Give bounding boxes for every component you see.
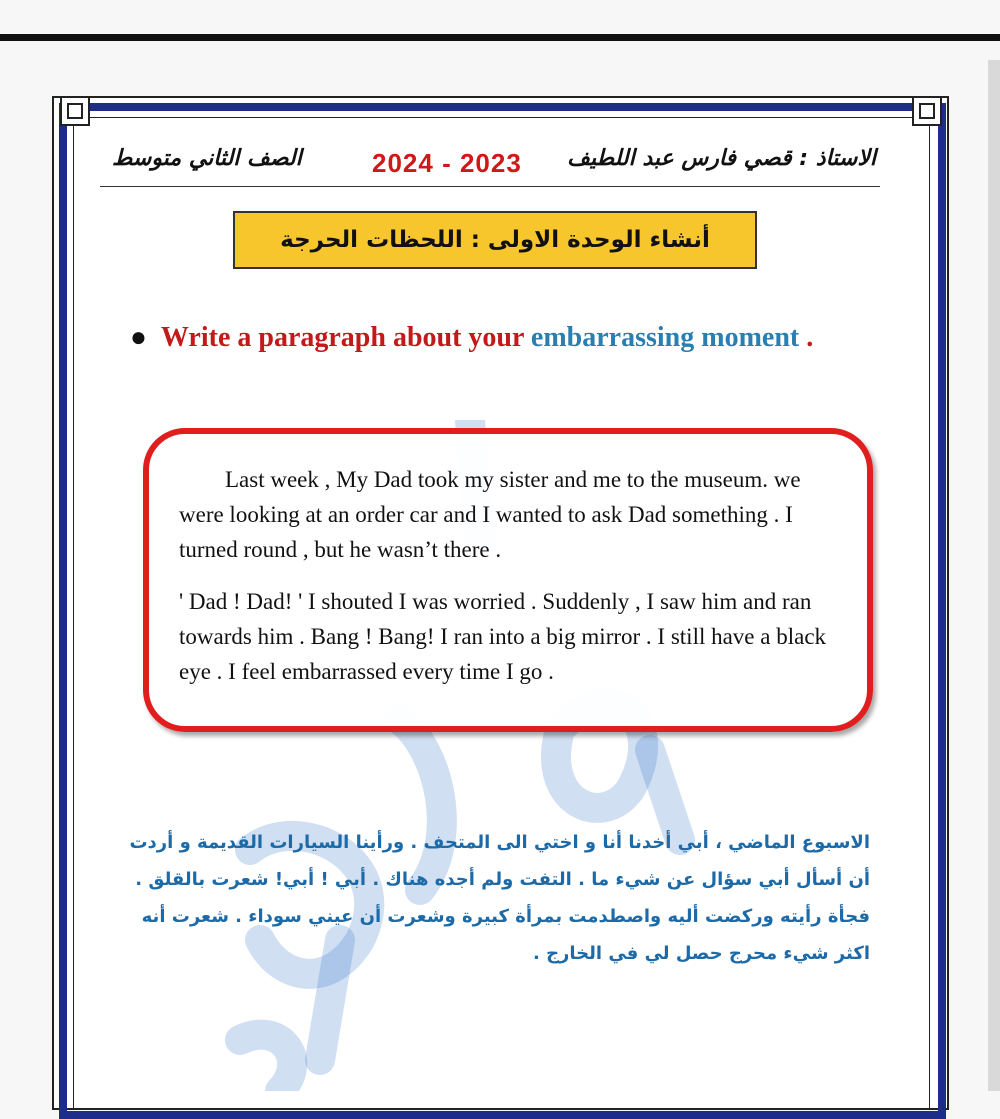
paragraph-part-1: Last week , My Dad took my sister and me to the museum. we were looking at an order car and I wanted to ask Dad something . I turned round , but he wasn’t there . bbox=[179, 467, 801, 562]
task-highlight: embarrassing moment bbox=[530, 322, 800, 353]
frame-corner-top-left bbox=[60, 96, 90, 126]
task-suffix: . bbox=[806, 322, 814, 353]
unit-title: أنشاء الوحدة الاولى : اللحظات الحرجة bbox=[280, 227, 710, 253]
model-paragraph-box bbox=[143, 428, 873, 732]
bullet-icon: ● bbox=[130, 322, 147, 353]
paragraph-part-2: ' Dad ! Dad! ' I shouted I was worried . Suddenly , I saw him and ran towards him . Bang ! Bang! I ran into a big mirror . I still have a black eye . I feel embarrassed every time I go . bbox=[179, 589, 827, 684]
academic-year: 2024 - 2023 bbox=[372, 148, 522, 178]
page-edge-shadow bbox=[988, 60, 1000, 1091]
frame-corner-top-right bbox=[912, 96, 942, 126]
grade-label: الصف الثاني متوسط bbox=[112, 146, 302, 171]
task-prefix: Write a paragraph about your bbox=[160, 322, 524, 353]
unit-title-box bbox=[233, 211, 757, 269]
teacher-name: الاستاذ : قصي فارس عبد اللطيف bbox=[567, 146, 876, 171]
top-rule bbox=[0, 34, 1000, 41]
model-paragraph bbox=[179, 462, 844, 689]
worksheet-header bbox=[100, 140, 880, 187]
task-instruction bbox=[130, 322, 813, 354]
arabic-translation: الاسبوع الماضي ، أبي أخدنا أنا و اختي الى المتحف . ورأينا السيارات القديمة و أردت أن أسأل أبي سؤال عن شيء ما . التفت ولم أجده هناك . أبي ! أبي! شعرت بالقلق . فجأة رأيته وركضت أليه واصطدمت بمرأة كبيرة وشعرت أن عيني سوداء . شعرت أنه اكثر شيء محرج حصل لي في الخارج . bbox=[129, 832, 870, 964]
